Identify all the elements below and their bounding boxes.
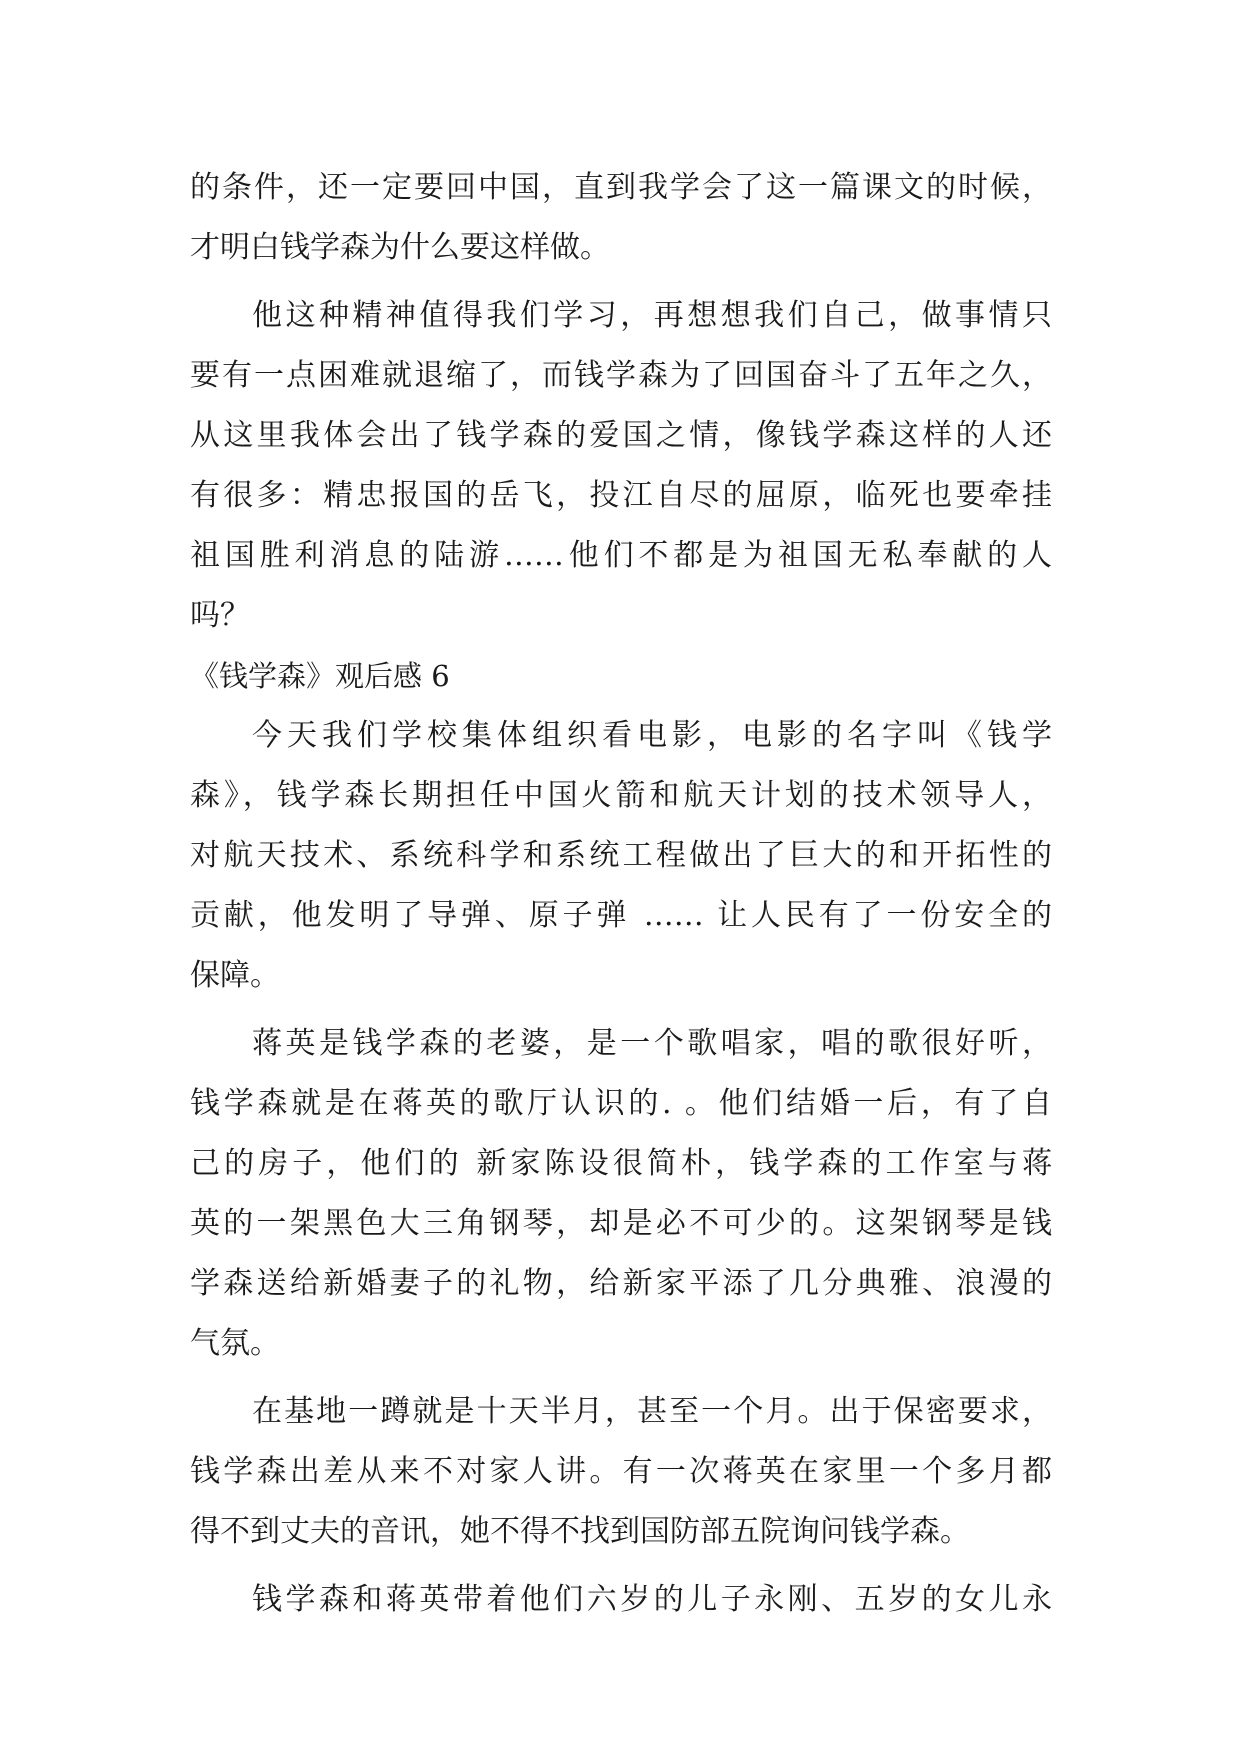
text-line: 在基地一蹲就是十天半月，甚至一个月。出于保密要求， <box>252 1394 1052 1429</box>
section-heading: 《钱学森》观后感 6 <box>190 659 450 693</box>
text-line: 森》，钱学森长期担任中国火箭和航天计划的技术领导人， <box>190 778 1052 813</box>
text-line: 己的房子，他们的 新家陈设很简朴，钱学森的工作室与蒋 <box>190 1146 1052 1181</box>
text-line: 从这里我体会出了钱学森的爱国之情，像钱学森这样的人还 <box>190 418 1052 453</box>
text-line: 蒋英是钱学森的老婆，是一个歌唱家，唱的歌很好听， <box>252 1026 1052 1061</box>
text-line: 钱学森就是在蒋英的歌厅认识的. 。他们结婚一后，有了自 <box>190 1086 1052 1121</box>
text-line: 要有一点困难就退缩了，而钱学森为了回国奋斗了五年之久， <box>190 358 1052 393</box>
paragraph <box>190 158 1052 278</box>
text-line: 保障。 <box>190 958 280 993</box>
text-line: 吗？ <box>190 598 250 633</box>
paragraph <box>190 706 1052 1006</box>
text-line: 祖国胜利消息的陆游……他们不都是为祖国无私奉献的人 <box>190 538 1052 573</box>
text-line: 气氛。 <box>190 1326 280 1361</box>
paragraph <box>190 1570 1052 1630</box>
text-line: 才明白钱学森为什么要这样做。 <box>190 230 610 265</box>
text-line: 有很多：精忠报国的岳飞，投江自尽的屈原，临死也要牵挂 <box>190 478 1052 513</box>
text-line: 得不到丈夫的音讯，她不得不找到国防部五院询问钱学森。 <box>190 1514 970 1549</box>
text-line: 的条件，还一定要回中国，直到我学会了这一篇课文的时候， <box>190 170 1052 205</box>
document-body <box>190 158 1052 1630</box>
paragraph <box>190 1014 1052 1374</box>
text-line: 对航天技术、系统科学和系统工程做出了巨大的和开拓性的 <box>190 838 1052 873</box>
paragraph <box>190 286 1052 646</box>
text-line: 今天我们学校集体组织看电影，电影的名字叫《钱学 <box>252 718 1052 753</box>
text-line: 贡献，他发明了导弹、原子弹 …… 让人民有了一份安全的 <box>190 898 1052 933</box>
text-line: 英的一架黑色大三角钢琴，却是必不可少的。这架钢琴是钱 <box>190 1206 1052 1241</box>
text-line: 学森送给新婚妻子的礼物，给新家平添了几分典雅、浪漫的 <box>190 1266 1052 1301</box>
text-line: 钱学森出差从来不对家人讲。有一次蒋英在家里一个多月都 <box>190 1454 1052 1489</box>
text-line: 钱学森和蒋英带着他们六岁的儿子永刚、五岁的女儿永 <box>252 1582 1052 1617</box>
paragraph <box>190 1382 1052 1562</box>
text-line: 他这种精神值得我们学习，再想想我们自己，做事情只 <box>252 298 1052 333</box>
